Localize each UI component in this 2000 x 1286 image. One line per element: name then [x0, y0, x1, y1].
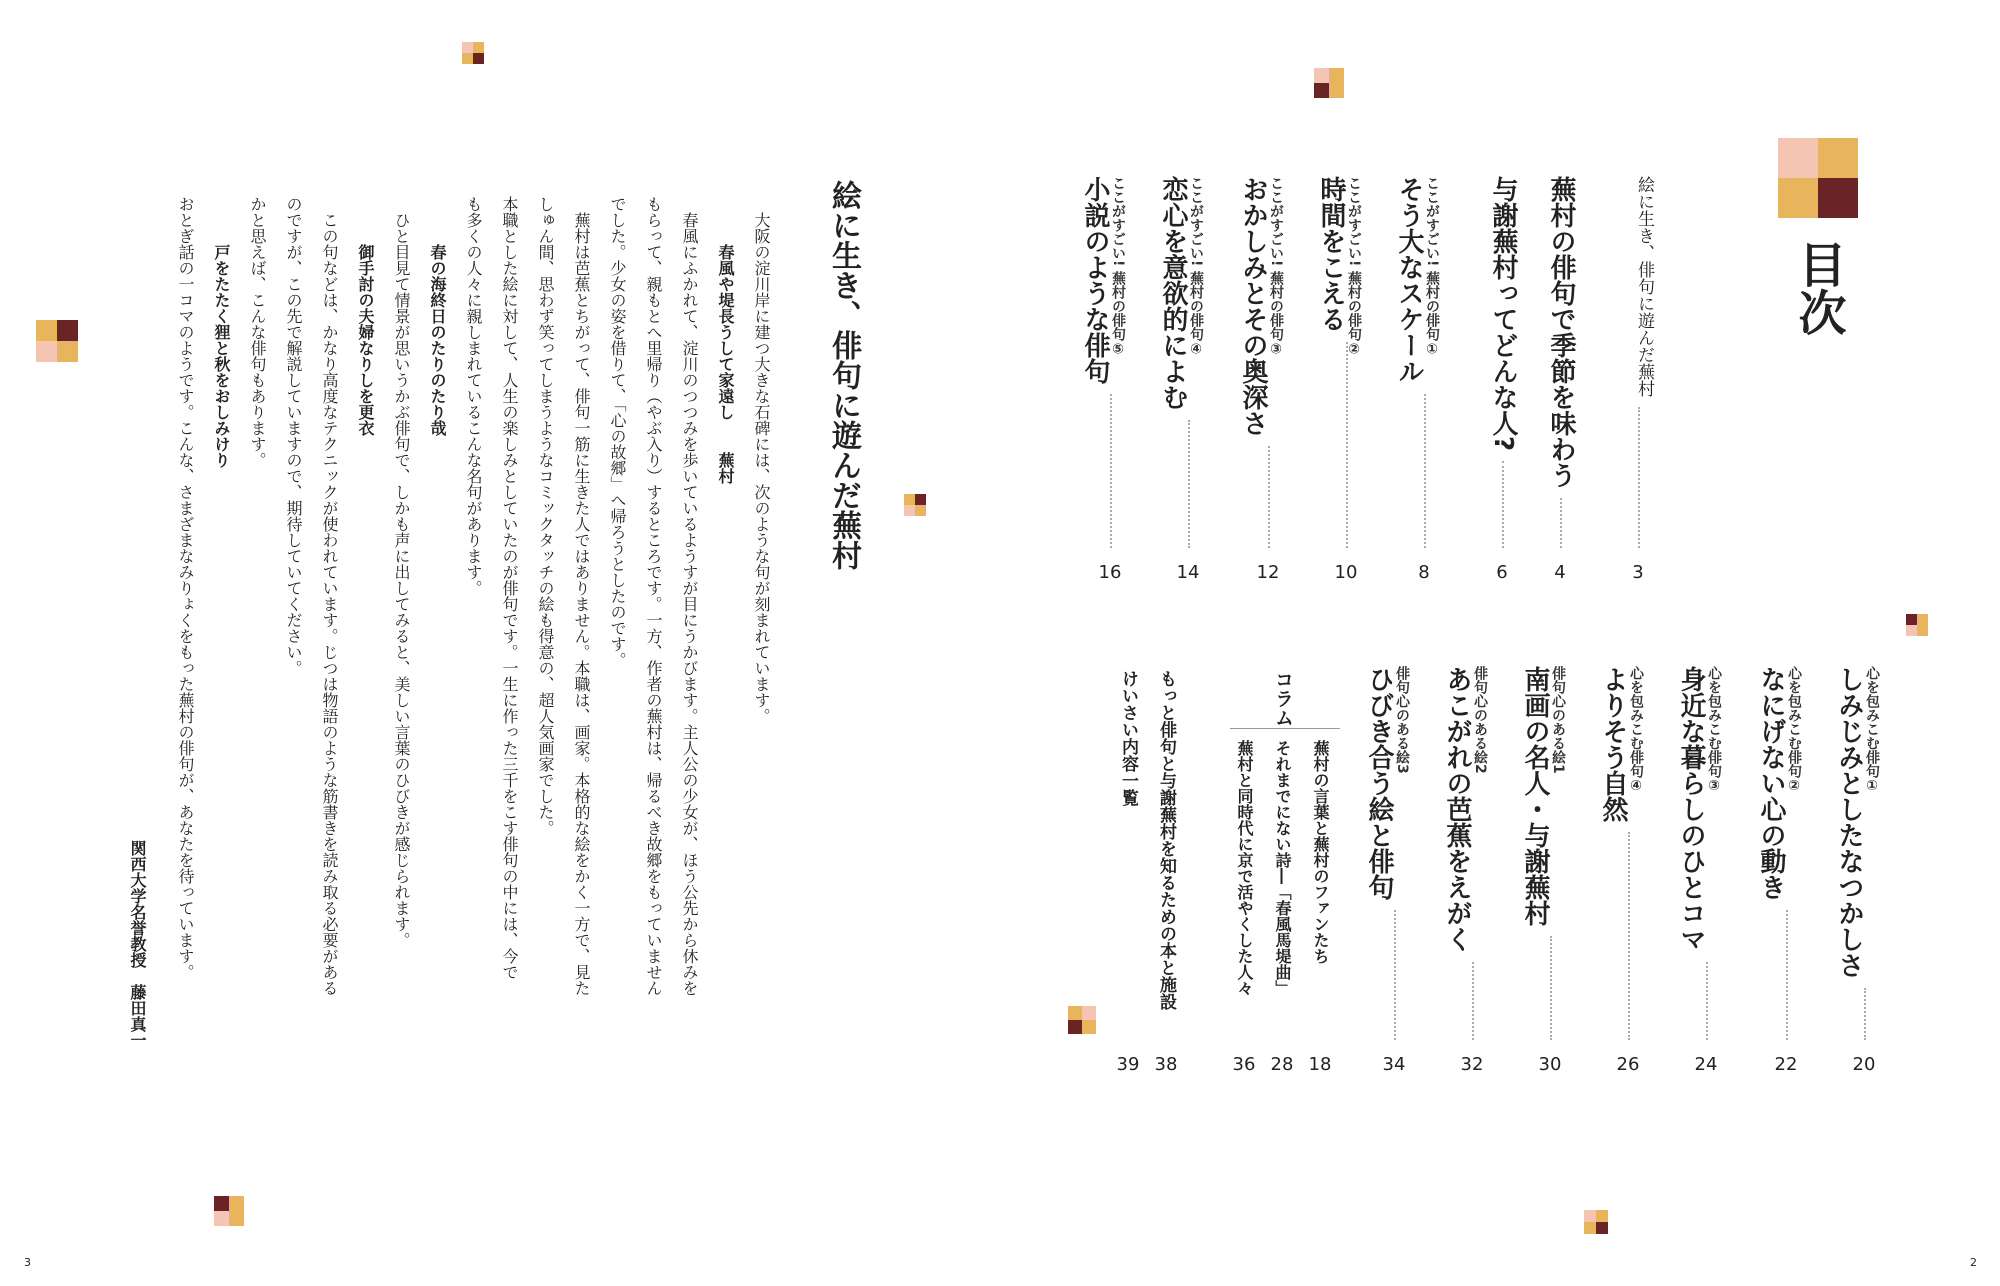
essay-text-line: でした。少女の姿を借りて、「心の故郷」へ帰ろうとしたのです。 [608, 196, 627, 668]
toc-entry-title: 小説のような俳句 [1080, 176, 1110, 384]
toc-dot-leader [1188, 420, 1190, 548]
toc-page-number[interactable]: 38 [1154, 1054, 1178, 1075]
square-motif-icon [36, 320, 78, 362]
toc-entry-subtitle: 俳句心のある絵1 [1550, 666, 1566, 774]
toc-page-number[interactable]: 6 [1496, 562, 1508, 583]
toc-entry[interactable] [1442, 666, 1488, 952]
toc-column-entry[interactable]: 蕪村の言葉と蕪村のファンたち [1311, 740, 1330, 964]
essay-text-line: ひと目見て情景が思いうかぶ俳句で、しかも声に出してみると、美しい言葉のひびきが感じられます。 [392, 212, 411, 948]
toc-entry[interactable] [1364, 666, 1410, 900]
toc-page-number[interactable]: 39 [1116, 1054, 1140, 1075]
toc-entry[interactable] [1394, 176, 1440, 384]
toc-page-number[interactable]: 28 [1270, 1054, 1294, 1075]
toc-dot-leader [1394, 910, 1396, 1040]
toc-page-number[interactable]: 8 [1418, 562, 1430, 583]
toc-dot-leader [1268, 446, 1270, 548]
toc-dot-leader [1550, 936, 1552, 1040]
toc-dot-leader [1628, 832, 1630, 1040]
square-motif-icon [1314, 68, 1344, 98]
toc-entry-title: そう大なスケール [1394, 176, 1424, 384]
toc-column-entry[interactable]: 蕪村と同時代に京で活やくした人々 [1235, 740, 1254, 996]
toc-extra-entry[interactable]: もっと俳句と与謝蕪村を知るための本と施設 [1156, 670, 1176, 1010]
toc-entry[interactable] [1238, 176, 1284, 436]
toc-entry-subtitle: ここがすごい! 蕪村の俳句① [1424, 176, 1440, 358]
toc-entry[interactable] [1546, 176, 1576, 488]
toc-entry-title: しみじみとしたなつかしさ [1834, 666, 1864, 978]
essay-text-line: おとぎ話の一コマのようです。こんな、さまざまなみりょくをもった蕪村の俳句が、あなたを待っています。 [176, 196, 195, 980]
toc-dot-leader [1502, 461, 1504, 548]
toc-page-number[interactable]: 34 [1382, 1054, 1406, 1075]
square-motif-icon [904, 494, 926, 516]
toc-entry-subtitle: ここがすごい! 蕪村の俳句④ [1188, 176, 1204, 358]
toc-page-number[interactable]: 10 [1334, 562, 1358, 583]
haiku-line: 御手討の夫婦なりしを更衣 [356, 244, 375, 436]
toc-page-number[interactable]: 12 [1256, 562, 1280, 583]
toc-page-number[interactable]: 30 [1538, 1054, 1562, 1075]
toc-entry[interactable] [1598, 666, 1644, 822]
toc-dot-leader [1638, 407, 1640, 548]
toc-page-number[interactable]: 3 [1632, 562, 1644, 583]
toc-dot-leader [1424, 394, 1426, 548]
square-motif-icon [462, 42, 484, 64]
toc-page-number[interactable]: 32 [1460, 1054, 1484, 1075]
toc-dot-leader [1110, 394, 1112, 548]
toc-entry[interactable] [1080, 176, 1126, 384]
toc-entry-title: 蕪村の俳句で季節を味わう [1546, 176, 1576, 488]
toc-entry-subtitle: ここがすごい! 蕪村の俳句⑤ [1110, 176, 1126, 358]
toc-column-entry[interactable]: それまでにない詩―「春風馬堤曲」 [1273, 740, 1292, 996]
essay-text-line: かと思えば、こんな俳句もあります。 [248, 196, 267, 468]
toc-entry-title: よりそう自然 [1598, 666, 1628, 822]
toc-page-number[interactable]: 4 [1554, 562, 1566, 583]
toc-entry-title: なにげない心の動き [1756, 666, 1786, 900]
toc-page-number[interactable]: 18 [1308, 1054, 1332, 1075]
toc-entry-title: 時間をこえる [1316, 176, 1346, 332]
toc-entry[interactable] [1520, 666, 1566, 926]
essay-text-line: 蕪村は芭蕉とちがって、俳句一筋に生きた人ではありません。本職は、画家。本格的な絵をかく一方で、見た [572, 212, 591, 996]
toc-entry[interactable] [1676, 666, 1722, 952]
square-motif-icon [214, 1196, 244, 1226]
toc-entry-title: 南画の名人・与謝蕪村 [1520, 666, 1550, 926]
toc-heading-motif-icon [1778, 138, 1858, 218]
toc-entry-subtitle: 俳句心のある絵3 [1394, 666, 1410, 774]
toc-entry-title: 与謝蕪村ってどんな人? [1488, 176, 1518, 452]
haiku-line: 春風や堤長うして家遠し 蕪村 [716, 244, 735, 484]
essay-text-line: も多くの人々に親しまれているこんな名句があります。 [464, 196, 483, 596]
toc-page-number[interactable]: 20 [1852, 1054, 1876, 1075]
essay-title: 絵に生き、俳句に遊んだ蕪村 [826, 180, 861, 570]
toc-entry[interactable] [1634, 176, 1654, 397]
toc-page-number[interactable]: 26 [1616, 1054, 1640, 1075]
toc-dot-leader [1706, 962, 1708, 1040]
toc-extra-entry[interactable]: けいさい内容一覧 [1118, 670, 1138, 806]
toc-entry-title: 身近な暮らしのひとコマ [1676, 666, 1706, 952]
square-motif-icon [1584, 1210, 1608, 1234]
toc-entry-subtitle: 心を包みこむ俳句③ [1706, 666, 1722, 794]
essay-author: 関西大学名誉教授 藤田真一 [128, 840, 147, 1048]
square-motif-icon [1068, 1006, 1096, 1034]
haiku-line: 戸をたたく狸と秋をおしみけり [212, 244, 231, 468]
toc-entry[interactable] [1834, 666, 1880, 978]
essay-text-line: しゅん間、思わず笑ってしまうようなコミックタッチの絵も得意の、超人気画家でした。 [536, 196, 555, 836]
toc-entry-subtitle: 心を包みこむ俳句① [1864, 666, 1880, 794]
essay-text-line: この句などは、かなり高度なテクニックが使われています。じつは物語のような筋書きを読み取る必要がある [320, 212, 339, 996]
essay-text-line: 春風にふかれて、淀川のつつみを歩いているようすが目にうかびます。主人公の少女が、ほう公先から休みを [680, 212, 699, 996]
toc-entry-subtitle: 心を包みこむ俳句④ [1628, 666, 1644, 794]
essay-text-line: 本職とした絵に対して、人生の楽しみとしていたのが俳句です。一生に作った三千をこす俳句の中には、今で [500, 196, 519, 980]
toc-dot-leader [1346, 342, 1348, 548]
toc-entry[interactable] [1488, 176, 1518, 451]
toc-dot-leader [1864, 988, 1866, 1040]
page-number-right: 2 [1970, 1256, 1977, 1269]
page-number-left: 3 [24, 1256, 31, 1269]
toc-page-number[interactable]: 36 [1232, 1054, 1256, 1075]
toc-dot-leader [1786, 910, 1788, 1040]
toc-entry-subtitle: 心を包みこむ俳句② [1786, 666, 1802, 794]
toc-entry-subtitle: ここがすごい! 蕪村の俳句② [1346, 176, 1362, 358]
square-motif-icon [1906, 614, 1928, 636]
toc-entry-title: 恋心を意欲的によむ [1158, 176, 1188, 410]
toc-entry[interactable] [1316, 176, 1362, 357]
toc-entry[interactable] [1158, 176, 1204, 410]
toc-entry[interactable] [1756, 666, 1802, 900]
toc-page-number[interactable]: 22 [1774, 1054, 1798, 1075]
column-label: コラム [1272, 670, 1294, 727]
toc-page-number[interactable]: 16 [1098, 562, 1122, 583]
haiku-line: 春の海終日のたりのたり哉 [428, 244, 447, 436]
toc-dot-leader [1472, 962, 1474, 1040]
toc-page-number[interactable]: 24 [1694, 1054, 1718, 1075]
essay-text-line: のですが、この先で解説していますので、期待していてください。 [284, 196, 303, 676]
essay-text-line: もらって、親もとへ里帰り（やぶ入り）するところです。一方、作者の蕪村は、帰るべき故郷をもっていません [644, 196, 663, 996]
toc-entry-title: あこがれの芭蕉をえがく [1442, 666, 1472, 952]
toc-entry-title: 絵に生き、俳句に遊んだ蕪村 [1634, 176, 1654, 397]
toc-entry-title: ひびき合う絵と俳句 [1364, 666, 1394, 900]
toc-entry-title: おかしみとその奥深さ [1238, 176, 1268, 436]
toc-heading: 目次 [1790, 240, 1846, 336]
toc-entry-subtitle: ここがすごい! 蕪村の俳句③ [1268, 176, 1284, 358]
toc-dot-leader [1560, 498, 1562, 548]
toc-entry-subtitle: 俳句心のある絵2 [1472, 666, 1488, 774]
column-divider [1230, 728, 1340, 729]
essay-text-line: 大阪の淀川岸に建つ大きな石碑には、次のような句が刻まれています。 [752, 212, 771, 724]
toc-page-number[interactable]: 14 [1176, 562, 1200, 583]
